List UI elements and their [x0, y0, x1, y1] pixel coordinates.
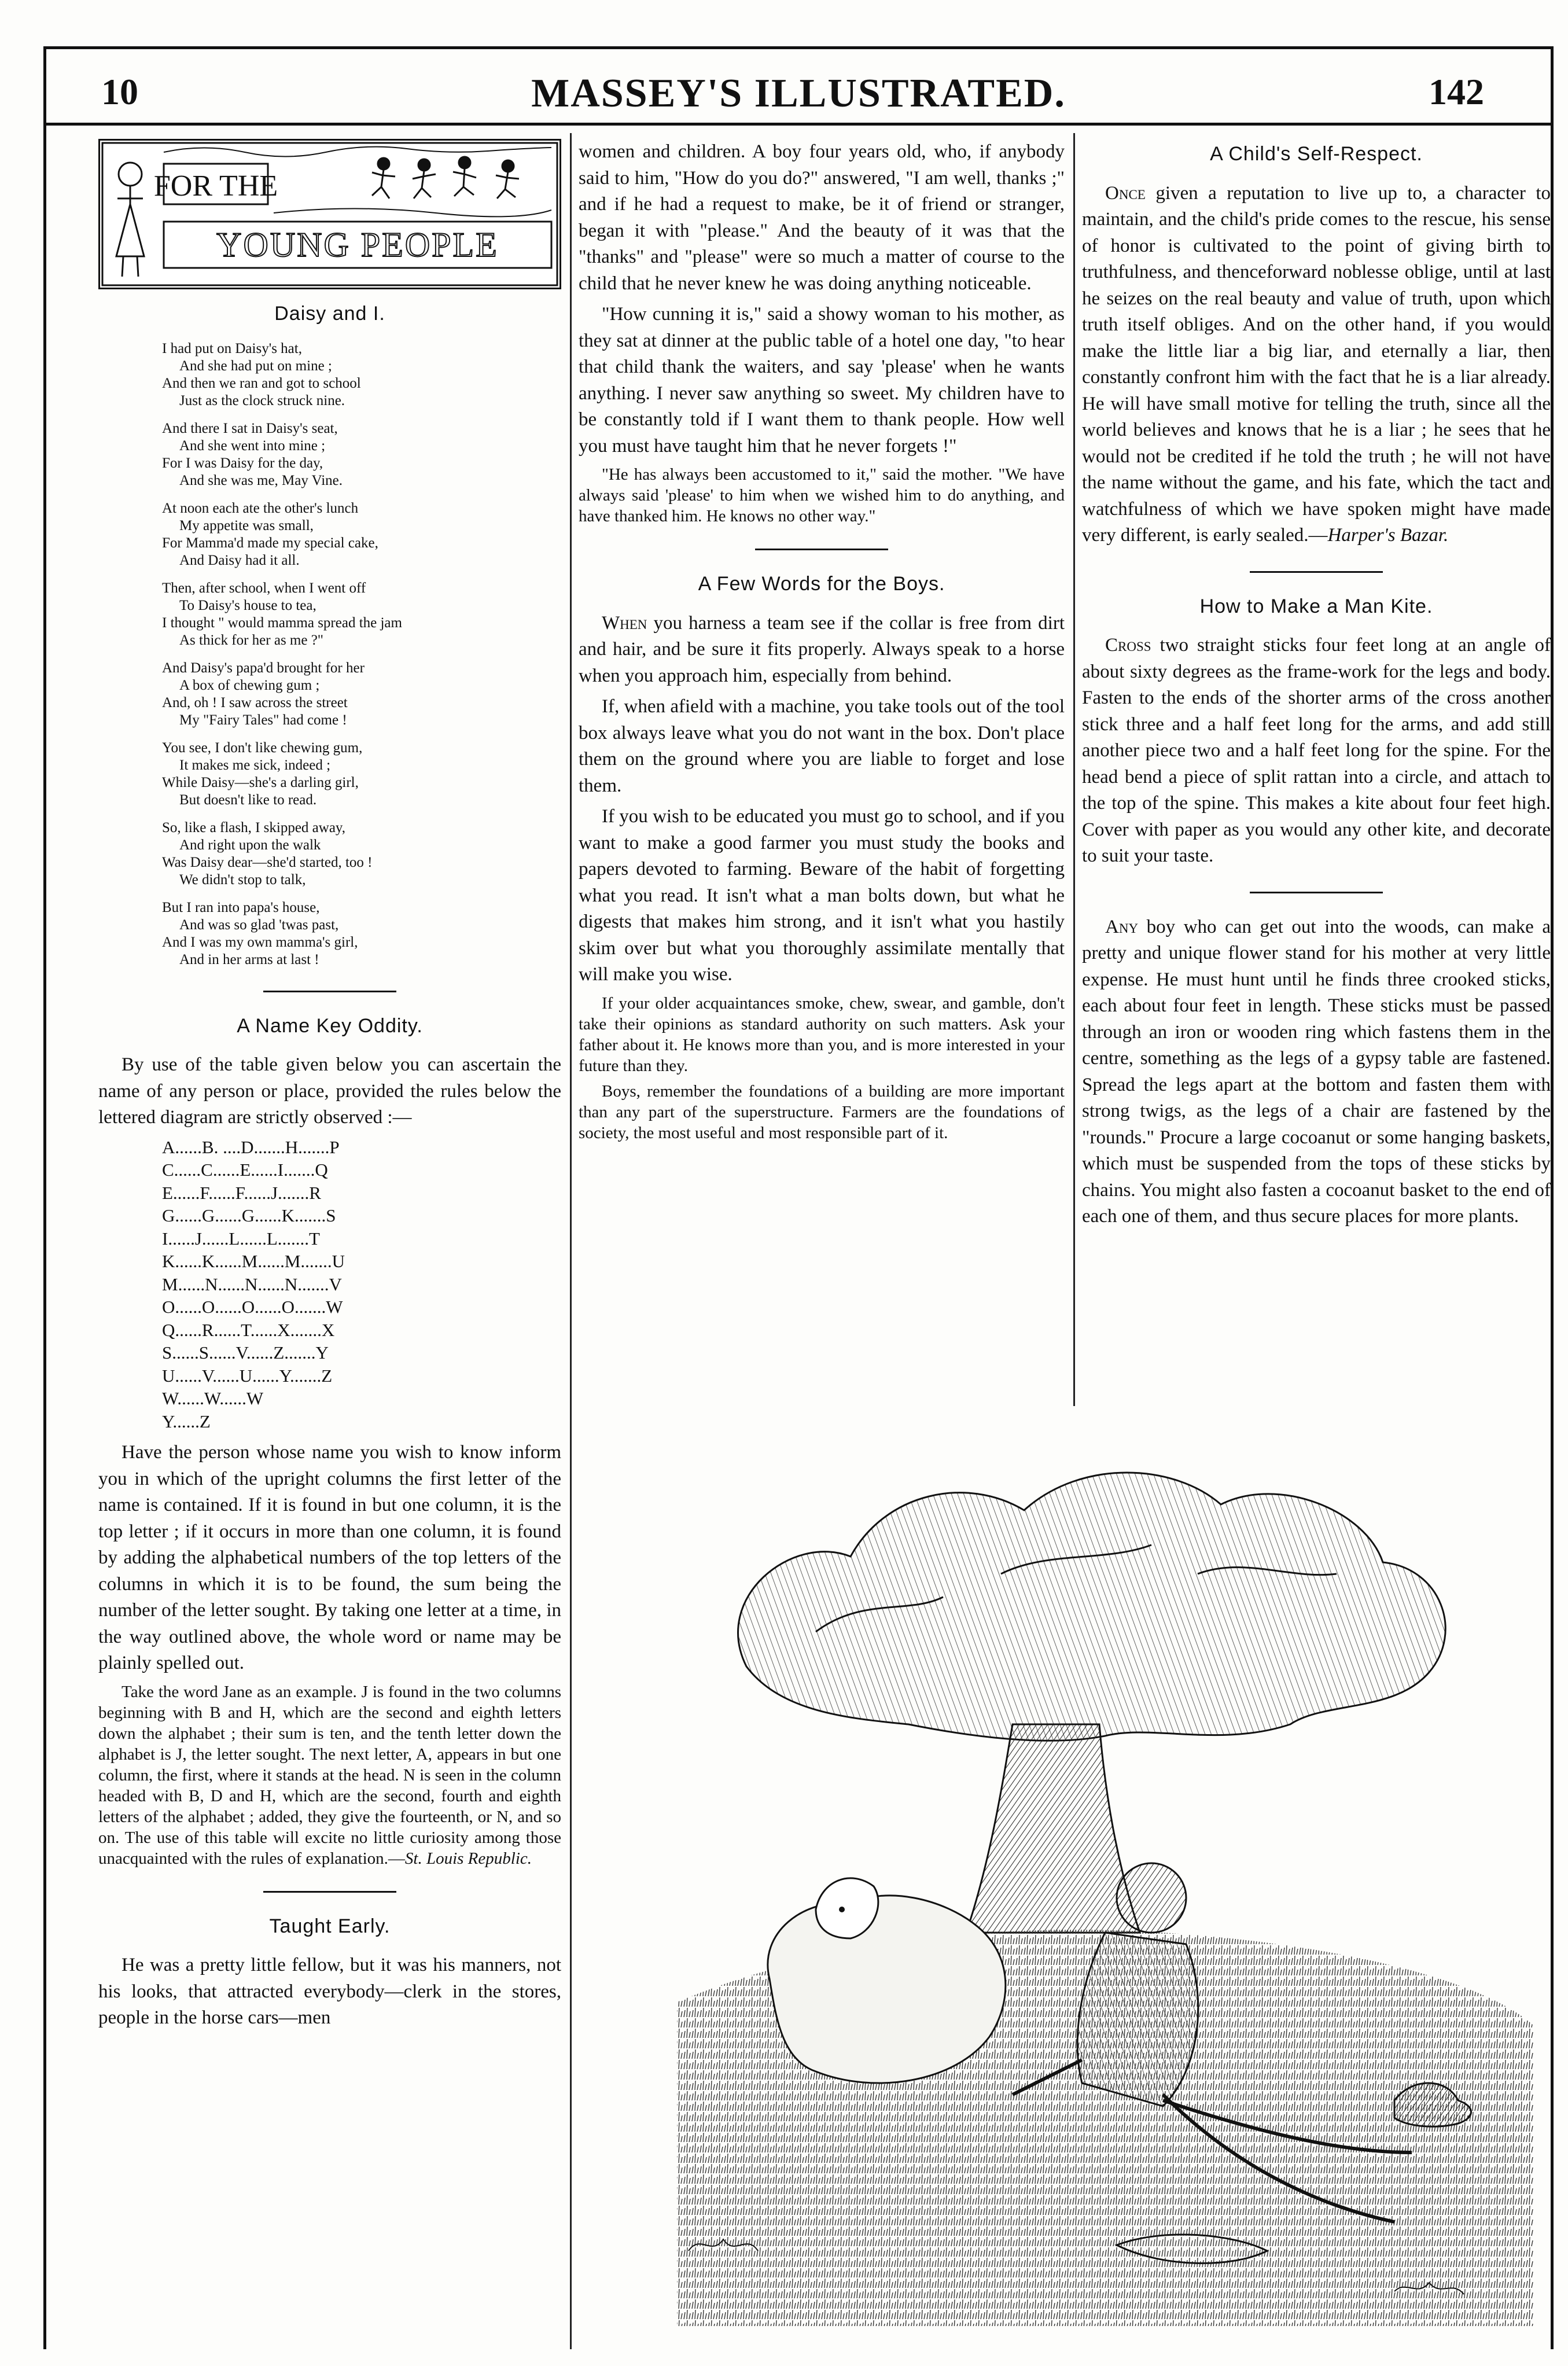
taught-early-paragraph-1: He was a pretty little fellow, but it was his manners, not his looks, that attracted everybody—clerk in the stores, people in the horse cars—men [98, 1955, 561, 2028]
key-row: A......B. ....D.......H.......P [162, 1136, 340, 1157]
poem-line: And then we ran and got to school [162, 375, 361, 391]
man-kite-title: How to Make a Man Kite. [1199, 595, 1433, 617]
poem-line: And Daisy had it all. [179, 552, 300, 568]
poem-line: Then, after school, when I went off [162, 580, 366, 596]
poem-line: And I was my own mamma's girl, [162, 934, 358, 950]
flower-stand-text: boy who can get out into the woods, can make a pretty and unique flower stand for his mother at very little expense. He must hunt until he finds three crooked sticks, each about four feet in length. These sticks must be passed through an iron or wooden ring which fastens them in the centre, something as the legs of a gypsy table are fastened. Spread the legs apart at the bottom and fasten them with strong twigs, as the legs of a chair are fastened by the "rounds." Procure a large cocoanut or some hanging baskets, which must be suspended from the tops of these sticks by chains. You might also fasten a cocoanut basket to the end of each one of them, and thus secure places for more plants. [1082, 916, 1551, 1227]
page-number-right: 142 [1429, 71, 1484, 112]
column-2 [579, 139, 1065, 1148]
daisy-poem [162, 340, 561, 969]
stanza-8 [162, 899, 561, 969]
poem-line: And she went into mine ; [179, 437, 326, 454]
poem-line: And there I sat in Daisy's seat, [162, 420, 338, 436]
key-row: Q......R......T......X.......X [162, 1319, 335, 1340]
column-1 [98, 139, 561, 2036]
man-kite-lead: Cross [1105, 635, 1151, 656]
stanza-3 [162, 500, 561, 569]
name-key-attribution: St. Louis Republic. [404, 1849, 532, 1868]
section-rule [755, 549, 888, 550]
daisy-title: Daisy and I. [274, 303, 385, 325]
stanza-7 [162, 819, 561, 889]
key-row: K......K......M......M.......U [162, 1251, 345, 1271]
poem-line: And she was me, May Vine. [179, 472, 343, 488]
banner-art [100, 141, 560, 288]
poem-line: For I was Daisy for the day, [162, 455, 323, 471]
poem-line: And she had put on mine ; [179, 358, 332, 374]
self-respect-attribution: Harper's Bazar. [1327, 525, 1449, 546]
poem-line: My "Fairy Tales" had come ! [179, 712, 347, 728]
column-divider-2 [1073, 133, 1075, 1406]
letter-key-table [162, 1136, 561, 1433]
man-kite-text: two straight sticks four feet long at an angle of about sixty degrees as the frame-work for the legs and body. Fasten to the ends of the shorter arms of the cross another stick three and a half feet long for the arms, and add still another piece two and a half feet long for the spine. For the head bend a piece of split rattan into a circle, and attach to the top of the spine. This makes a kite about four feet high. Cover with paper as you would any other kite, and decorate to suit your taste. [1082, 635, 1551, 866]
name-key-paragraph-2-text: Take the word Jane as an example. J is found in the two columns beginning with B and H, which are the second and eighth letters down the alphabet ; their sum is ten, and the tenth letter down the alphabet is J, the letter sought. The next letter, A, appears in but one column, the first, where it stands at the head. N is seen in the column headed with B, D and H, which are the second, fourth and eighth letters of the alphabet ; added, they give the fourteenth, or N, and so on. The use of this table will excite no little curiosity among those unacquainted with the rules of explanation.— [98, 1682, 561, 1868]
poem-line: And right upon the walk [179, 837, 321, 853]
stanza-6 [162, 739, 561, 809]
few-words-paragraph-2: If, when afield with a machine, you take tools out of the tool box always leave what you do not want in the box. Don't place them on the ground where you are liable to forget and lose them. [579, 696, 1065, 796]
stanza-4 [162, 580, 561, 649]
stanza-5 [162, 660, 561, 729]
publication-title: MASSEY'S ILLUSTRATED. [531, 71, 1066, 116]
engraving [642, 1423, 1551, 2349]
poem-line: To Daisy's house to tea, [179, 597, 316, 613]
section-rule [1250, 892, 1383, 893]
key-row: Y......Z [162, 1411, 211, 1432]
section-rule [263, 1891, 396, 1893]
taught-early-paragraph-3: "He has always been accustomed to it," said the mother. "We have always said 'please' to him when we wished him to do anything, and have thanked him. He knows no other way." [579, 465, 1065, 525]
name-key-paragraph-2 [98, 1681, 561, 1869]
poem-line: We didn't stop to talk, [179, 871, 306, 888]
poem-line: Just as the clock struck nine. [179, 392, 345, 409]
poem-line: But doesn't like to read. [179, 792, 317, 808]
poem-line: And was so glad 'twas past, [179, 917, 339, 933]
poem-line: At noon each ate the other's lunch [162, 500, 359, 516]
poem-line: A box of chewing gum ; [179, 677, 320, 693]
key-row: U......V......U......Y.......Z [162, 1365, 333, 1386]
section-rule [1250, 571, 1383, 573]
self-respect-lead: Once [1105, 182, 1146, 204]
section-rule [263, 991, 396, 992]
poem-line: And in her arms at last ! [179, 951, 319, 967]
poem-line: Was Daisy dear—she'd started, too ! [162, 854, 373, 870]
name-key-title: A Name Key Oddity. [237, 1014, 423, 1037]
boy-and-lamb-illustration [642, 1423, 1551, 2349]
poem-line: As thick for her as me ?" [179, 632, 324, 648]
taught-early-title: Taught Early. [269, 1915, 391, 1937]
page-number-left: 10 [101, 71, 138, 112]
key-row: I......J......L......L.......T [162, 1228, 320, 1249]
self-respect-text: given a reputation to live up to, a character to maintain, and the child's pride comes to the rescue, his sense of honor is cultivated to the point of giving birth to truthfulness, and thenceforward noblesse oblige, until at last he seizes on the real beauty and value of truth, upon which truth itself obliges. And on the other hand, if you would make the little liar a big liar, and eternally a liar, then constantly confront him with the fact that he is a liar already. He will have small motive for telling the truth, since all the world believes and knows that he is a liar ; he sees that he would not be credited if he told the truth ; he will not have the name without the game, and his fate, which the tact and watchfulness of which we have spoken might have made very different, is early sealed.— [1082, 182, 1551, 546]
key-row: C......C......E......I.......Q [162, 1160, 328, 1180]
poem-line: I had put on Daisy's hat, [162, 340, 302, 356]
few-words-paragraph-4: If your older acquaintances smoke, chew, swear, and gamble, don't take their opinions as standard authority on such matters. Ask your father about it. He knows more than you, and is more interested in your future than they. [579, 994, 1065, 1075]
column-3 [1082, 139, 1551, 1235]
banner-line1: FOR THE [153, 170, 278, 203]
poem-line: So, like a flash, I skipped away, [162, 819, 346, 836]
man-kite-paragraph [1082, 632, 1551, 870]
self-respect-title: A Child's Self-Respect. [1210, 143, 1423, 165]
header-rule [46, 123, 1551, 126]
stanza-1 [162, 340, 561, 410]
column-divider-1 [570, 133, 572, 2349]
poem-line: And Daisy's papa'd brought for her [162, 660, 365, 676]
poem-line: My appetite was small, [179, 517, 314, 533]
poem-line: But I ran into papa's house, [162, 899, 320, 915]
key-row: E......F......F......J.......R [162, 1182, 321, 1203]
banner-line2: YOUNG PEOPLE [216, 226, 499, 264]
few-words-paragraph-1 [579, 610, 1065, 690]
poem-line: For Mamma'd made my special cake, [162, 535, 378, 551]
key-row: G......G......G......K.......S [162, 1205, 336, 1226]
few-words-paragraph-3: If you wish to be educated you must go to school, and if you want to make a good farmer you must study the books and papers devoted to farming. Beware of the habit of forgetting what you read. It isn't what a man bolts down, but what he digests that makes him strong, and it isn't what you hastily skim over but what you thoroughly assimilate mentally that will make you wise. [579, 806, 1065, 985]
few-words-paragraph-5: Boys, remember the foundations of a building are more important than any part of the superstructure. Farmers are the foundations of society, the most useful and most responsible part of it. [579, 1081, 1065, 1142]
taught-early-paragraph-2: "How cunning it is," said a showy woman to his mother, as they sat at dinner at the public table of a hotel one day, "to hear that child thank the waiters, and say 'please' when he wants anything. I never saw anything so sweet. My children have to be constantly told if I want them to thank people. How well you must have taught him that he never forgets !" [579, 304, 1065, 457]
key-row: S......S......V......Z.......Y [162, 1342, 329, 1363]
poem-line: And, oh ! I saw across the street [162, 694, 348, 711]
few-words-title: A Few Words for the Boys. [698, 573, 945, 595]
poem-line: It makes me sick, indeed ; [179, 757, 331, 773]
flower-stand-lead: Any [1105, 916, 1139, 937]
young-people-banner [98, 139, 561, 289]
poem-line: You see, I don't like chewing gum, [162, 739, 363, 756]
masthead [43, 64, 1554, 127]
name-key-intro: By use of the table given below you can ascertain the name of any person or place, provided the rules below the lettered diagram are strictly observed :— [98, 1054, 561, 1128]
key-row: O......O......O......O.......W [162, 1297, 343, 1317]
key-row: W......W......W [162, 1388, 264, 1408]
taught-early-paragraph-1-continued: women and children. A boy four years old, who, if anybody said to him, "How do you do?" answered, "I am well, thanks ;" and if he had a request to make, be it of friend or stranger, began it with "please." And the beauty of it was that the "thanks" and "please" were so much a matter of course to the child that he never knew he was doing anything noticeable. [579, 141, 1065, 294]
few-words-paragraph-1-text: you harness a team see if the collar is free from dirt and hair, and be sure it fits properly. Always speak to a horse when you approach him, especially from behind. [579, 612, 1065, 686]
self-respect-paragraph [1082, 181, 1551, 549]
poem-line: While Daisy—she's a darling girl, [162, 774, 359, 790]
name-key-paragraph-1: Have the person whose name you wish to know inform you in which of the upright columns the first letter of the name is contained. If it is found in but one column, it is the top letter ; if it occurs in more than one column, it is found by adding the alphabetical numbers of the top letters of the columns in which it is to be found, the sum being the number of the letter sought. By taking one letter at a time, in the way outlined above, the whole word or name may be plainly spelled out. [98, 1442, 561, 1673]
stanza-2 [162, 420, 561, 490]
poem-line: I thought " would mamma spread the jam [162, 615, 402, 631]
key-row: M......N......N......N.......V [162, 1274, 342, 1294]
few-words-lead: When [602, 612, 647, 634]
flower-stand-paragraph [1082, 914, 1551, 1230]
